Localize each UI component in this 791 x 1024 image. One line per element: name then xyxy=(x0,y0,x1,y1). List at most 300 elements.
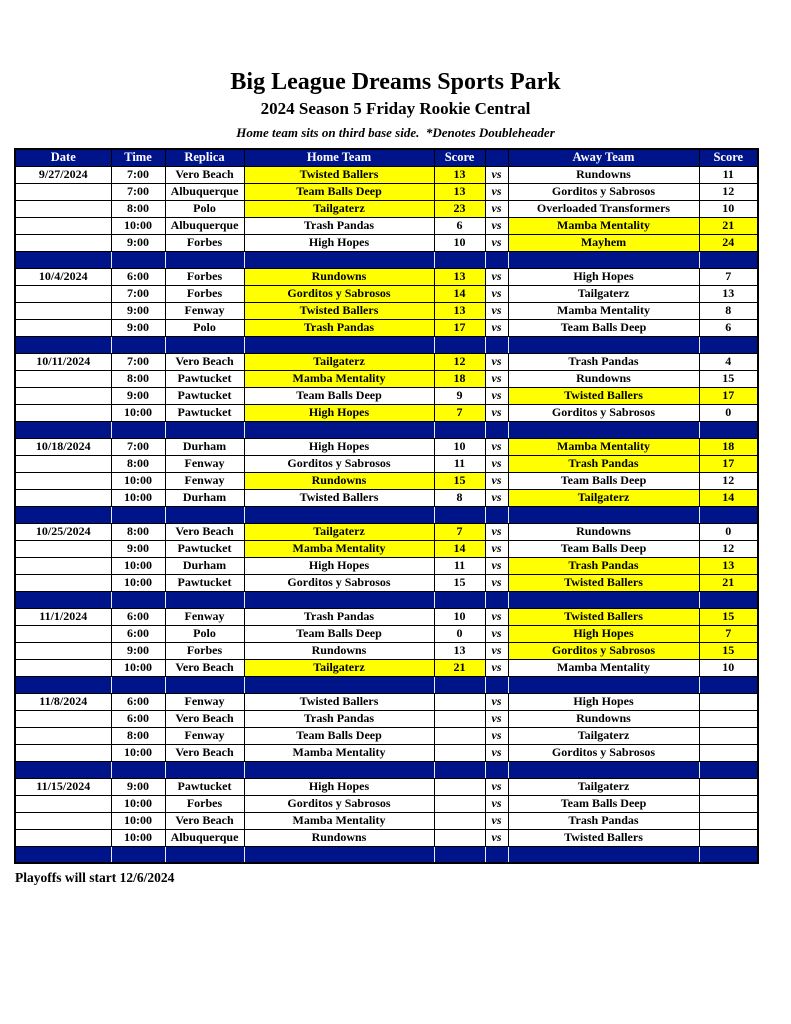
away-team-cell: Rundowns xyxy=(508,166,699,183)
separator-cell xyxy=(111,676,165,693)
date-cell xyxy=(15,710,111,727)
section-separator-row xyxy=(15,846,758,863)
time-cell: 10:00 xyxy=(111,404,165,421)
time-cell: 9:00 xyxy=(111,234,165,251)
home-score-cell xyxy=(434,778,485,795)
vs-label: vs xyxy=(485,319,508,336)
time-cell: 7:00 xyxy=(111,183,165,200)
home-team-cell: Twisted Ballers xyxy=(244,693,434,710)
away-score-cell: 18 xyxy=(699,438,758,455)
date-cell xyxy=(15,217,111,234)
separator-cell xyxy=(485,251,508,268)
separator-cell xyxy=(111,846,165,863)
game-row xyxy=(15,557,758,574)
date-cell: 11/15/2024 xyxy=(15,778,111,795)
replica-cell: Fenway xyxy=(165,302,244,319)
away-team-cell: Mamba Mentality xyxy=(508,217,699,234)
away-score-cell xyxy=(699,744,758,761)
separator-cell xyxy=(244,846,434,863)
game-row xyxy=(15,387,758,404)
separator-cell xyxy=(165,676,244,693)
game-row xyxy=(15,455,758,472)
separator-cell xyxy=(15,591,111,608)
vs-label: vs xyxy=(485,472,508,489)
time-cell: 7:00 xyxy=(111,166,165,183)
home-score-cell: 17 xyxy=(434,319,485,336)
home-score-cell: 10 xyxy=(434,234,485,251)
section-separator-row xyxy=(15,506,758,523)
home-team-cell: Mamba Mentality xyxy=(244,540,434,557)
away-score-cell: 7 xyxy=(699,268,758,285)
away-team-cell: Mamba Mentality xyxy=(508,438,699,455)
date-cell xyxy=(15,829,111,846)
time-cell: 8:00 xyxy=(111,727,165,744)
away-score-cell xyxy=(699,778,758,795)
date-cell: 11/8/2024 xyxy=(15,693,111,710)
date-cell xyxy=(15,472,111,489)
home-score-cell: 15 xyxy=(434,472,485,489)
home-score-cell: 21 xyxy=(434,659,485,676)
replica-cell: Vero Beach xyxy=(165,166,244,183)
home-score-cell: 11 xyxy=(434,557,485,574)
separator-cell xyxy=(699,676,758,693)
home-team-note: Home team sits on third base side. *Denotes Doubleheader xyxy=(236,125,555,140)
home-team-cell: Rundowns xyxy=(244,268,434,285)
home-score-cell: 0 xyxy=(434,625,485,642)
home-team-cell: High Hopes xyxy=(244,438,434,455)
separator-cell xyxy=(508,421,699,438)
home-team-cell: Team Balls Deep xyxy=(244,625,434,642)
away-score-cell: 21 xyxy=(699,217,758,234)
replica-cell: Pawtucket xyxy=(165,387,244,404)
away-score-cell: 15 xyxy=(699,608,758,625)
section-separator-row xyxy=(15,421,758,438)
game-row xyxy=(15,795,758,812)
vs-label: vs xyxy=(485,744,508,761)
away-score-cell: 12 xyxy=(699,183,758,200)
time-cell: 10:00 xyxy=(111,472,165,489)
away-team-cell: High Hopes xyxy=(508,625,699,642)
separator-cell xyxy=(111,336,165,353)
away-score-cell: 10 xyxy=(699,659,758,676)
separator-cell xyxy=(699,761,758,778)
date-cell xyxy=(15,234,111,251)
game-row xyxy=(15,829,758,846)
home-score-cell: 13 xyxy=(434,183,485,200)
game-row xyxy=(15,217,758,234)
replica-cell: Vero Beach xyxy=(165,523,244,540)
col-header-home-score: Score xyxy=(434,149,485,166)
away-score-cell: 4 xyxy=(699,353,758,370)
replica-cell: Durham xyxy=(165,557,244,574)
separator-cell xyxy=(111,591,165,608)
separator-cell xyxy=(485,846,508,863)
separator-cell xyxy=(244,506,434,523)
away-team-cell: Trash Pandas xyxy=(508,455,699,472)
game-row xyxy=(15,268,758,285)
vs-label: vs xyxy=(485,438,508,455)
vs-label: vs xyxy=(485,523,508,540)
separator-cell xyxy=(699,591,758,608)
date-cell xyxy=(15,795,111,812)
replica-cell: Forbes xyxy=(165,234,244,251)
away-team-cell: Trash Pandas xyxy=(508,353,699,370)
home-team-cell: Mamba Mentality xyxy=(244,370,434,387)
section-separator-row xyxy=(15,591,758,608)
time-cell: 9:00 xyxy=(111,387,165,404)
game-row xyxy=(15,710,758,727)
home-team-cell: Team Balls Deep xyxy=(244,727,434,744)
replica-cell: Vero Beach xyxy=(165,744,244,761)
time-cell: 10:00 xyxy=(111,217,165,234)
vs-label: vs xyxy=(485,234,508,251)
game-row xyxy=(15,319,758,336)
separator-cell xyxy=(165,251,244,268)
home-score-cell: 14 xyxy=(434,540,485,557)
away-score-cell: 7 xyxy=(699,625,758,642)
time-cell: 9:00 xyxy=(111,778,165,795)
date-cell: 10/11/2024 xyxy=(15,353,111,370)
separator-cell xyxy=(485,676,508,693)
col-header-away-score: Score xyxy=(699,149,758,166)
away-team-cell: Tailgaterz xyxy=(508,727,699,744)
separator-cell xyxy=(15,421,111,438)
away-score-cell: 14 xyxy=(699,489,758,506)
separator-cell xyxy=(434,761,485,778)
replica-cell: Vero Beach xyxy=(165,812,244,829)
away-team-cell: Tailgaterz xyxy=(508,778,699,795)
away-score-cell: 12 xyxy=(699,540,758,557)
home-team-cell: Tailgaterz xyxy=(244,523,434,540)
game-row xyxy=(15,642,758,659)
time-cell: 8:00 xyxy=(111,370,165,387)
away-score-cell: 17 xyxy=(699,455,758,472)
col-header-home-team: Home Team xyxy=(244,149,434,166)
away-score-cell: 12 xyxy=(699,472,758,489)
home-team-cell: Mamba Mentality xyxy=(244,812,434,829)
home-team-cell: Twisted Ballers xyxy=(244,166,434,183)
replica-cell: Polo xyxy=(165,625,244,642)
time-cell: 6:00 xyxy=(111,268,165,285)
vs-label: vs xyxy=(485,200,508,217)
time-cell: 6:00 xyxy=(111,625,165,642)
replica-cell: Forbes xyxy=(165,285,244,302)
home-score-cell: 7 xyxy=(434,523,485,540)
separator-cell xyxy=(434,506,485,523)
away-team-cell: Mamba Mentality xyxy=(508,659,699,676)
game-row xyxy=(15,693,758,710)
away-team-cell: High Hopes xyxy=(508,693,699,710)
home-score-cell xyxy=(434,795,485,812)
away-score-cell: 24 xyxy=(699,234,758,251)
home-score-cell: 13 xyxy=(434,642,485,659)
time-cell: 9:00 xyxy=(111,319,165,336)
col-header-away-team: Away Team xyxy=(508,149,699,166)
separator-cell xyxy=(165,421,244,438)
separator-cell xyxy=(508,506,699,523)
date-cell: 10/4/2024 xyxy=(15,268,111,285)
replica-cell: Pawtucket xyxy=(165,778,244,795)
separator-cell xyxy=(434,251,485,268)
col-header-date: Date xyxy=(15,149,111,166)
away-score-cell xyxy=(699,727,758,744)
time-cell: 10:00 xyxy=(111,489,165,506)
section-separator-row xyxy=(15,761,758,778)
vs-label: vs xyxy=(485,574,508,591)
vs-label: vs xyxy=(485,642,508,659)
away-team-cell: Team Balls Deep xyxy=(508,319,699,336)
game-row xyxy=(15,625,758,642)
home-team-cell: Gorditos y Sabrosos xyxy=(244,574,434,591)
away-team-cell: Gorditos y Sabrosos xyxy=(508,183,699,200)
away-score-cell xyxy=(699,812,758,829)
game-row xyxy=(15,183,758,200)
home-team-cell: Twisted Ballers xyxy=(244,302,434,319)
game-row xyxy=(15,540,758,557)
vs-label: vs xyxy=(485,812,508,829)
home-team-cell: Team Balls Deep xyxy=(244,183,434,200)
home-team-cell: High Hopes xyxy=(244,234,434,251)
separator-cell xyxy=(244,251,434,268)
separator-cell xyxy=(699,251,758,268)
away-team-cell: Twisted Ballers xyxy=(508,574,699,591)
away-score-cell: 15 xyxy=(699,370,758,387)
time-cell: 10:00 xyxy=(111,744,165,761)
time-cell: 10:00 xyxy=(111,795,165,812)
page-title: Big League Dreams Sports Park xyxy=(230,69,561,95)
replica-cell: Fenway xyxy=(165,455,244,472)
home-team-cell: Rundowns xyxy=(244,642,434,659)
separator-cell xyxy=(165,761,244,778)
separator-cell xyxy=(15,336,111,353)
separator-cell xyxy=(244,676,434,693)
time-cell: 7:00 xyxy=(111,353,165,370)
date-cell xyxy=(15,404,111,421)
away-team-cell: Trash Pandas xyxy=(508,812,699,829)
home-score-cell xyxy=(434,812,485,829)
separator-cell xyxy=(485,591,508,608)
home-score-cell: 8 xyxy=(434,489,485,506)
home-score-cell xyxy=(434,744,485,761)
game-row xyxy=(15,438,758,455)
away-team-cell: High Hopes xyxy=(508,268,699,285)
replica-cell: Vero Beach xyxy=(165,353,244,370)
vs-label: vs xyxy=(485,370,508,387)
game-row xyxy=(15,659,758,676)
separator-cell xyxy=(508,336,699,353)
time-cell: 6:00 xyxy=(111,608,165,625)
date-cell xyxy=(15,387,111,404)
home-team-cell: Trash Pandas xyxy=(244,217,434,234)
away-score-cell xyxy=(699,795,758,812)
replica-cell: Fenway xyxy=(165,727,244,744)
away-team-cell: Rundowns xyxy=(508,370,699,387)
vs-label: vs xyxy=(485,489,508,506)
replica-cell: Albuquerque xyxy=(165,829,244,846)
replica-cell: Fenway xyxy=(165,608,244,625)
home-team-cell: Team Balls Deep xyxy=(244,387,434,404)
replica-cell: Polo xyxy=(165,319,244,336)
vs-label: vs xyxy=(485,625,508,642)
vs-label: vs xyxy=(485,710,508,727)
away-team-cell: Rundowns xyxy=(508,523,699,540)
time-cell: 10:00 xyxy=(111,812,165,829)
separator-cell xyxy=(165,591,244,608)
separator-cell xyxy=(111,251,165,268)
date-cell xyxy=(15,489,111,506)
game-row xyxy=(15,744,758,761)
vs-label: vs xyxy=(485,727,508,744)
time-cell: 10:00 xyxy=(111,574,165,591)
date-cell xyxy=(15,744,111,761)
separator-cell xyxy=(15,251,111,268)
away-team-cell: Team Balls Deep xyxy=(508,540,699,557)
away-team-cell: Team Balls Deep xyxy=(508,795,699,812)
away-team-cell: Tailgaterz xyxy=(508,285,699,302)
separator-cell xyxy=(15,676,111,693)
replica-cell: Albuquerque xyxy=(165,217,244,234)
game-row xyxy=(15,370,758,387)
separator-cell xyxy=(15,506,111,523)
home-team-cell: Rundowns xyxy=(244,829,434,846)
section-separator-row xyxy=(15,676,758,693)
section-separator-row xyxy=(15,336,758,353)
home-score-cell: 13 xyxy=(434,268,485,285)
away-team-cell: Team Balls Deep xyxy=(508,472,699,489)
separator-cell xyxy=(434,846,485,863)
time-cell: 10:00 xyxy=(111,557,165,574)
separator-cell xyxy=(244,421,434,438)
separator-cell xyxy=(508,591,699,608)
col-header-vs xyxy=(485,149,508,166)
replica-cell: Albuquerque xyxy=(165,183,244,200)
separator-cell xyxy=(485,336,508,353)
game-row xyxy=(15,489,758,506)
separator-cell xyxy=(434,591,485,608)
separator-cell xyxy=(508,761,699,778)
home-score-cell xyxy=(434,710,485,727)
away-team-cell: Gorditos y Sabrosos xyxy=(508,642,699,659)
replica-cell: Durham xyxy=(165,489,244,506)
game-row xyxy=(15,200,758,217)
vs-label: vs xyxy=(485,217,508,234)
game-row xyxy=(15,608,758,625)
home-score-cell: 10 xyxy=(434,438,485,455)
home-team-cell: Twisted Ballers xyxy=(244,489,434,506)
away-score-cell: 17 xyxy=(699,387,758,404)
vs-label: vs xyxy=(485,557,508,574)
time-cell: 6:00 xyxy=(111,693,165,710)
date-cell xyxy=(15,455,111,472)
vs-label: vs xyxy=(485,659,508,676)
home-team-cell: Tailgaterz xyxy=(244,200,434,217)
away-score-cell xyxy=(699,693,758,710)
separator-cell xyxy=(111,761,165,778)
separator-cell xyxy=(165,336,244,353)
game-row xyxy=(15,727,758,744)
home-team-cell: Trash Pandas xyxy=(244,608,434,625)
vs-label: vs xyxy=(485,404,508,421)
separator-cell xyxy=(699,506,758,523)
vs-label: vs xyxy=(485,778,508,795)
date-cell xyxy=(15,727,111,744)
replica-cell: Pawtucket xyxy=(165,574,244,591)
home-team-cell: High Hopes xyxy=(244,557,434,574)
date-cell xyxy=(15,540,111,557)
schedule-table xyxy=(14,148,759,864)
game-row xyxy=(15,166,758,183)
home-team-cell: Rundowns xyxy=(244,472,434,489)
separator-cell xyxy=(15,761,111,778)
date-cell: 11/1/2024 xyxy=(15,608,111,625)
col-header-time: Time xyxy=(111,149,165,166)
vs-label: vs xyxy=(485,353,508,370)
separator-cell xyxy=(434,336,485,353)
game-row xyxy=(15,404,758,421)
separator-cell xyxy=(485,761,508,778)
home-score-cell: 15 xyxy=(434,574,485,591)
game-row xyxy=(15,302,758,319)
away-score-cell: 0 xyxy=(699,523,758,540)
separator-cell xyxy=(508,676,699,693)
home-score-cell: 12 xyxy=(434,353,485,370)
away-team-cell: Gorditos y Sabrosos xyxy=(508,744,699,761)
replica-cell: Pawtucket xyxy=(165,370,244,387)
separator-cell xyxy=(434,421,485,438)
replica-cell: Polo xyxy=(165,200,244,217)
time-cell: 10:00 xyxy=(111,659,165,676)
replica-cell: Forbes xyxy=(165,795,244,812)
schedule-table-body xyxy=(15,166,758,863)
away-score-cell: 8 xyxy=(699,302,758,319)
replica-cell: Pawtucket xyxy=(165,540,244,557)
away-team-cell: Twisted Ballers xyxy=(508,608,699,625)
separator-cell xyxy=(244,336,434,353)
away-score-cell: 6 xyxy=(699,319,758,336)
replica-cell: Durham xyxy=(165,438,244,455)
separator-cell xyxy=(434,676,485,693)
separator-cell xyxy=(111,506,165,523)
playoffs-note: Playoffs will start 12/6/2024 xyxy=(15,870,175,885)
replica-cell: Fenway xyxy=(165,693,244,710)
away-team-cell: Rundowns xyxy=(508,710,699,727)
away-score-cell: 15 xyxy=(699,642,758,659)
date-cell xyxy=(15,557,111,574)
home-team-cell: Gorditos y Sabrosos xyxy=(244,285,434,302)
vs-label: vs xyxy=(485,455,508,472)
away-score-cell: 11 xyxy=(699,166,758,183)
home-score-cell: 23 xyxy=(434,200,485,217)
vs-label: vs xyxy=(485,302,508,319)
vs-label: vs xyxy=(485,829,508,846)
time-cell: 9:00 xyxy=(111,540,165,557)
home-team-cell: Trash Pandas xyxy=(244,319,434,336)
separator-cell xyxy=(165,506,244,523)
home-score-cell xyxy=(434,727,485,744)
separator-cell xyxy=(699,336,758,353)
separator-cell xyxy=(699,846,758,863)
vs-label: vs xyxy=(485,166,508,183)
header-row xyxy=(15,149,758,166)
date-cell xyxy=(15,200,111,217)
date-cell xyxy=(15,183,111,200)
separator-cell xyxy=(699,421,758,438)
home-score-cell xyxy=(434,829,485,846)
date-cell: 10/25/2024 xyxy=(15,523,111,540)
date-cell xyxy=(15,370,111,387)
vs-label: vs xyxy=(485,268,508,285)
game-row xyxy=(15,234,758,251)
